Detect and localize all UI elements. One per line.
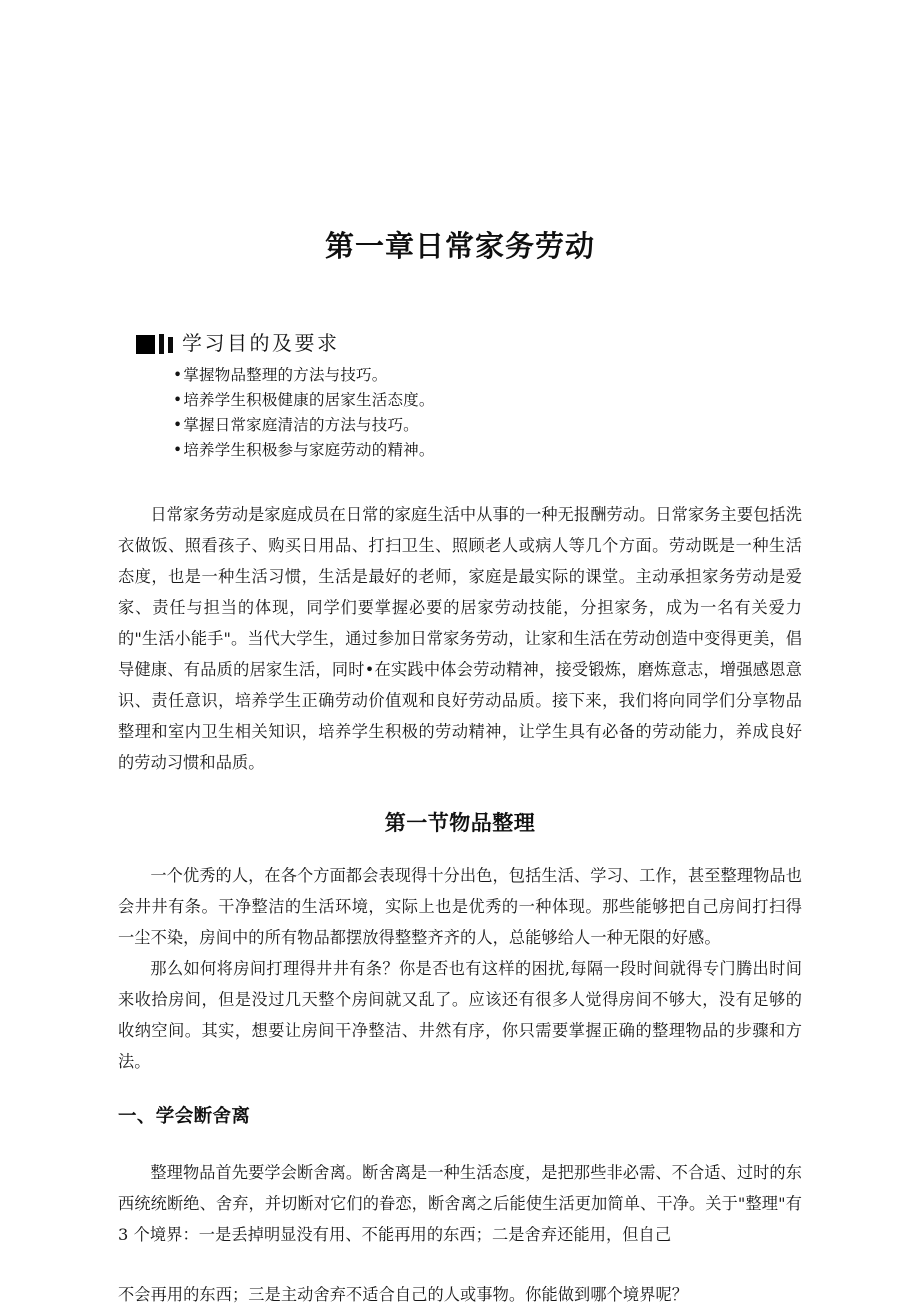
spacer	[118, 1077, 802, 1104]
spacer	[118, 1128, 802, 1157]
list-item	[173, 388, 802, 413]
subsection-heading: 一、学会断舍离	[118, 1104, 251, 1126]
subsection-paragraph-2: 不会再用的东西；三是主动舍弃不适合自己的人或事物。你能做到哪个境界呢？	[118, 1284, 689, 1304]
list-item	[173, 438, 802, 463]
objectives-list	[118, 363, 802, 463]
bullet-icon: •	[173, 441, 183, 460]
objectives-header	[136, 328, 802, 354]
learning-objectives-block	[118, 328, 802, 463]
list-item-text: 掌握日常家庭清洁的方法与技巧。	[183, 416, 419, 435]
bullet-icon: •	[173, 416, 183, 435]
list-item	[173, 413, 802, 438]
section-heading: 第一节物品整理	[384, 812, 536, 836]
section-paragraph-2: 那么如何将房间打理得井井有条？你是否也有这样的困扰,每隔一段时间就得专门腾出时间来收拾房间，但是没过几天整个房间就又乱了。应该还有很多人觉得房间不够大，没有足够的收纳空间。其实，想要让房间干净整洁、井然有序，你只需要掌握正确的整理物品的步骤和方法。	[118, 958, 802, 1071]
bullet-icon: •	[173, 391, 183, 410]
black-square-bars-icon	[136, 332, 173, 354]
spacer	[118, 838, 802, 860]
objectives-heading: 学习目的及要求	[182, 331, 340, 356]
page-content	[118, 0, 802, 1310]
intro-paragraph: 日常家务劳动是家庭成员在日常的家庭生活中从事的一种无报酬劳动。日常家务主要包括洗衣做饭、照看孩子、购买日用品、打扫卫生、照顾老人或病人等几个方面。劳动既是一种生活态度，也是一种生活习惯，生活是最好的老师，家庭是最实际的课堂。主动承担家务劳动是爱家、责任与担当的体现，同学们要掌握必要的居家劳动技能，分担家务，成为一名有关爱力的"生活小能手"。当代大学生，通过参加日常家务劳动，让家和生活在劳动创造中变得更美，倡导健康、有品质的居家生活，同时•在实践中体会劳动精神，接受锻炼，磨炼意志，增强感恩意识、责任意识，培养学生正确劳动价值观和良好劳动品质。接下来，我们将向同学们分享物品整理和室内卫生相关知识，培养学生积极的劳动精神，让学生具有必备的劳动能力，养成良好的劳动习惯和品质。	[118, 505, 802, 773]
list-item-text: 培养学生积极参与家庭劳动的精神。	[183, 441, 435, 460]
spacer	[118, 463, 802, 499]
section-paragraph-1: 一个优秀的人，在各个方面都会表现得十分出色，包括生活、学习、工作，甚至整理物品也会井井有条。干净整洁的生活环境，实际上也是优秀的一种体现。那些能够把自己房间打扫得一尘不染，房间中的所有物品都摆放得整整齐齐的人，总能够给人一种无限的好感。	[118, 865, 802, 947]
bullet-icon: •	[173, 366, 183, 385]
subsection-paragraph-1: 整理物品首先要学会断舍离。断舍离是一种生活态度，是把那些非必需、不合适、过时的东西统统断绝、舍弃，并切断对它们的眷恋，断舍离之后能使生活更加简单、干净。关于"整理"有 3 个境界：一是丢掉明显没有用、不能再用的东西；二是舍弃还能用，但自己	[118, 1162, 802, 1244]
list-item-text: 掌握物品整理的方法与技巧。	[183, 366, 388, 385]
list-item-text: 培养学生积极健康的居家生活态度。	[183, 391, 435, 410]
spacer	[118, 778, 802, 810]
spacer	[118, 1250, 802, 1279]
chapter-title: 第一章日常家务劳动	[324, 231, 595, 263]
list-item	[173, 363, 802, 388]
